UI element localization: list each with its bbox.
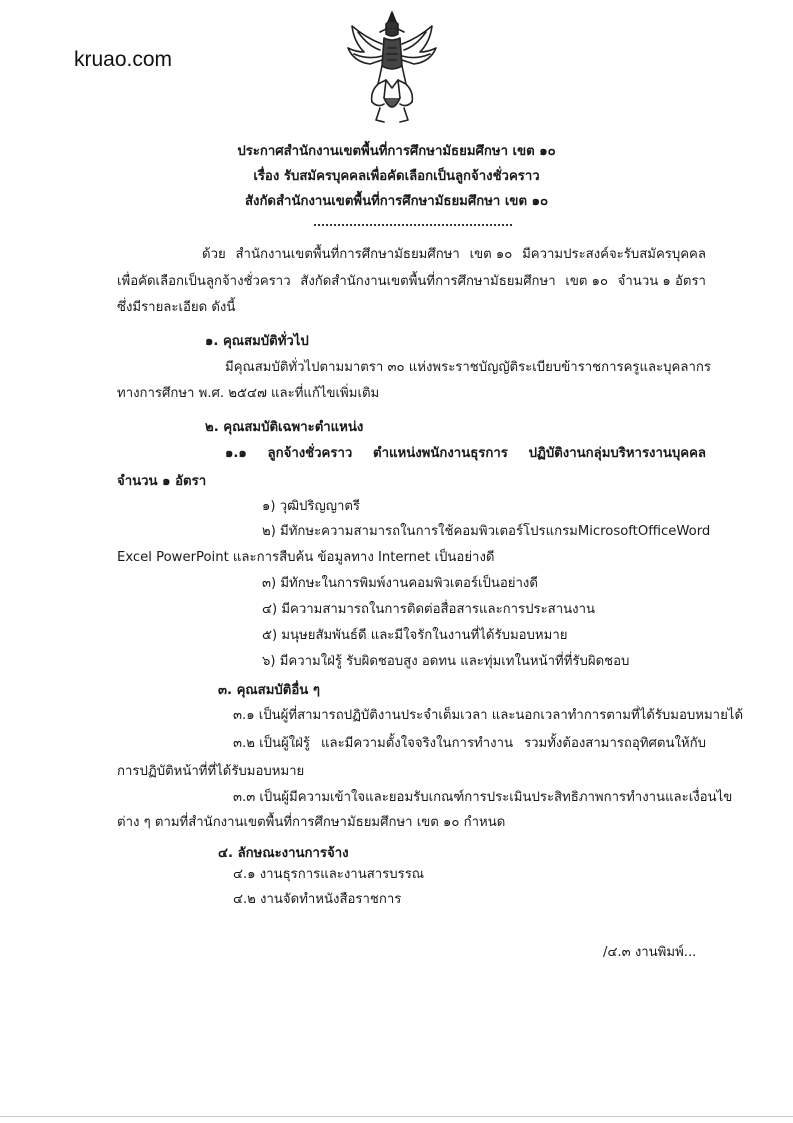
intro-line-2: เพื่อคัดเลือกเป็นลูกจ้างชั่วคราว สังกัดสำนักงานเขตพื้นที่การศึกษามัธยมศึกษา เขต ๑๐ จำนวน ๑ อัตรา xyxy=(117,274,706,289)
garuda-emblem-icon xyxy=(342,8,442,126)
section2-item-2-continuation: Excel PowerPoint และการสืบค้น ข้อมูลทาง Internet เป็นอย่างดี xyxy=(117,550,495,565)
section3-item-3: ๓.๓ เป็นผู้มีความเข้าใจและยอมรับเกณฑ์การประเมินประสิทธิภาพการทำงาน และเงื่อนไข xyxy=(233,790,733,805)
section3-item-2-continuation: การปฏิบัติหน้าที่ที่ได้รับมอบหมาย xyxy=(117,764,305,779)
section1-text-line-2: ทางการศึกษา พ.ศ. ๒๕๔๗ และที่แก้ไขเพิ่มเติม xyxy=(117,386,380,401)
section2-item-4: ๔) มีความสามารถในการติดต่อสื่อสารและการประสานงาน xyxy=(262,602,596,617)
section3-item-1: ๓.๑ เป็นผู้ที่สามารถปฏิบัติงานประจำเต็มเวลา และนอกเวลาทำการตามที่ได้รับมอบหมายได้ xyxy=(233,708,744,723)
section4-item-1: ๔.๑ งานธุรการและงานสารบรรณ xyxy=(233,867,425,882)
section2-item-3: ๓) มีทักษะในการพิมพ์งานคอมพิวเตอร์เป็นอย่างดี xyxy=(262,576,538,591)
section2-item-6: ๖) มีความใฝ่รู้ รับผิดชอบสูง อดทน และทุ่มเทในหน้าที่ที่รับผิดชอบ xyxy=(262,654,630,669)
section3-item-3-continuation: ต่าง ๆ ตามที่สำนักงานเขตพื้นที่การศึกษามัธยมศึกษา เขต ๑๐ กำหนด xyxy=(117,815,506,830)
section1-text-line-1: มีคุณสมบัติทั่วไปตามมาตรา ๓๐ แห่งพระราชบัญญัติระเบียบข้าราชการครูและบุคลากร xyxy=(225,360,711,375)
page-bottom-edge xyxy=(0,1116,793,1117)
heading-dotted-rule xyxy=(314,224,512,226)
section1-title: ๑. คุณสมบัติทั่วไป xyxy=(205,334,309,349)
intro-line-1: ด้วย สำนักงานเขตพื้นที่การศึกษามัธยมศึกษา เขต ๑๐ มีความประสงค์จะรับสมัครบุคคล xyxy=(202,247,706,262)
heading-line-1: ประกาศสำนักงานเขตพื้นที่การศึกษามัธยมศึกษา เขต ๑๐ xyxy=(237,144,556,159)
section4-title: ๔. ลักษณะงานการจ้าง xyxy=(218,846,349,861)
intro-line-3: ซึ่งมีรายละเอียด ดังนี้ xyxy=(117,300,236,315)
watermark-site-label: kruao.com xyxy=(74,48,173,71)
heading-line-3: สังกัดสำนักงานเขตพื้นที่การศึกษามัธยมศึกษา เขต ๑๐ xyxy=(244,194,549,209)
section4-item-2: ๔.๒ งานจัดทำหนังสือราชการ xyxy=(233,892,402,907)
section3-title: ๓. คุณสมบัติอื่น ๆ xyxy=(218,683,320,698)
page-continuation: /๔.๓ งานพิมพ์... xyxy=(603,945,697,960)
section2-count: จำนวน ๑ อัตรา xyxy=(117,474,207,489)
section2-item-5: ๕) มนุษยสัมพันธ์ดี และมีใจรักในงานที่ได้รับมอบหมาย xyxy=(262,628,568,643)
heading-line-2: เรื่อง รับสมัครบุคคลเพื่อคัดเลือกเป็นลูกจ้างชั่วคราว xyxy=(253,169,540,184)
section2-subheading: ๑.๑ ลูกจ้างชั่วคราว ตำแหน่งพนักงานธุรการ ปฏิบัติงานกลุ่มบริหารงานบุคคล xyxy=(225,446,706,461)
section2-title: ๒. คุณสมบัติเฉพาะตำแหน่ง xyxy=(205,420,364,435)
section2-item-2: ๒) มีทักษะความสามารถในการใช้คอมพิวเตอร์โปรแกรม Microsoft Office Word xyxy=(262,524,711,539)
section2-item-1: ๑) วุฒิปริญญาตรี xyxy=(262,499,361,514)
section3-item-2: ๓.๒ เป็นผู้ใฝ่รู้ และมีความตั้งใจจริงในการทำงาน รวมทั้งต้องสามารถอุทิศตนให้กับ xyxy=(233,736,706,751)
